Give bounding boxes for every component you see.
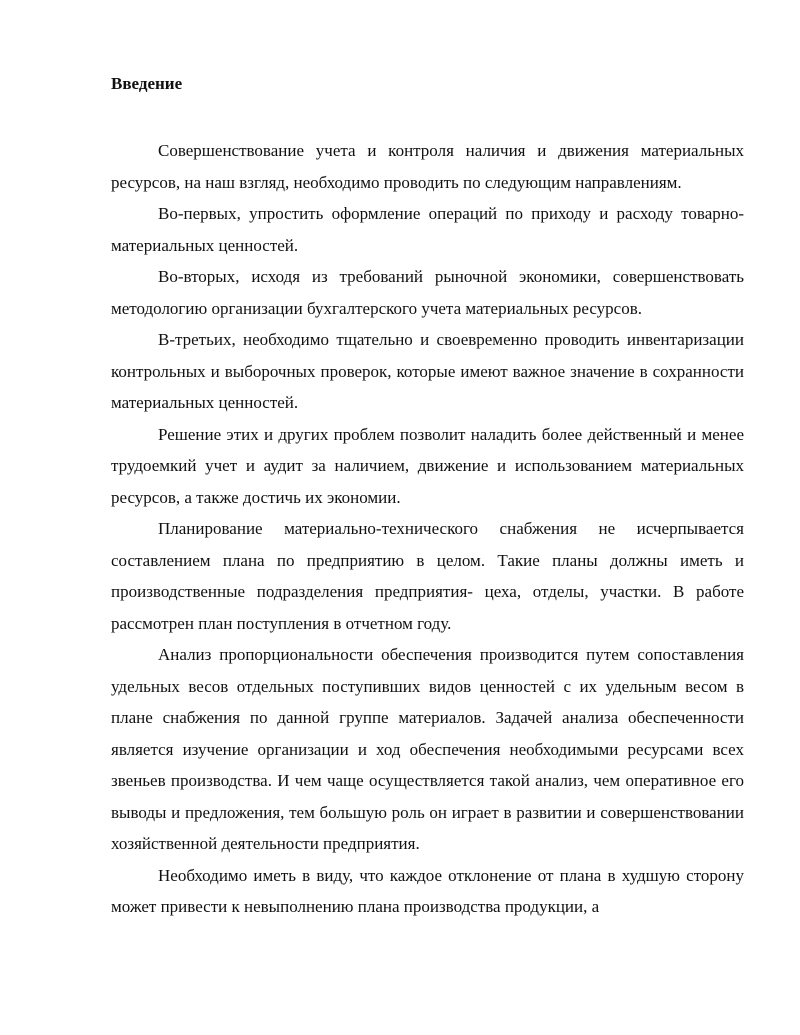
- paragraph: Анализ пропорциональности обеспечения производится путем сопоставления удельных весов отдельных поступивших видов ценностей с их удельным весом в плане снабжения по данной группе материалов. Задачей анализа обеспеченности является изучение организации и ход обеспечения необходимыми ресурсами всех звеньев производства. И чем чаще осуществляется такой анализ, чем оперативное его выводы и предложения, тем большую роль он играет в развитии и совершенствовании хозяйственной деятельности предприятия.: [111, 645, 744, 853]
- paragraph: В-третьих, необходимо тщательно и своевременно проводить инвентаризации контрольных и выборочных проверок, которые имеют важное значение в сохранности материальных ценностей.: [111, 330, 744, 412]
- paragraph: Во-вторых, исходя из требований рыночной экономики, совершенствовать методологию организации бухгалтерского учета материальных ресурсов.: [111, 267, 744, 318]
- paragraph: Совершенствование учета и контроля наличия и движения материальных ресурсов, на наш взгляд, необходимо проводить по следующим направлениям.: [111, 141, 744, 192]
- paragraph: Необходимо иметь в виду, что каждое отклонение от плана в худшую сторону может привести к невыполнению плана производства продукции, а: [111, 865, 744, 916]
- paragraph: Решение этих и других проблем позволит наладить более действенный и менее трудоемкий учет и аудит за наличием, движение и использованием материальных ресурсов, а также достичь их экономии.: [111, 424, 744, 507]
- document-body: [111, 135, 744, 923]
- paragraph: Планирование материально-технического снабжения не исчерпывается составлением плана по предприятию в целом. Такие планы должны иметь и производственные подразделения предприятия- цеха, отделы, участки. В работе рассмотрен план поступления в отчетном году.: [111, 519, 744, 633]
- page-title: Введение: [111, 74, 183, 93]
- paragraph: Во-первых, упростить оформление операций по приходу и расходу товарно-материальных ценностей.: [111, 204, 744, 255]
